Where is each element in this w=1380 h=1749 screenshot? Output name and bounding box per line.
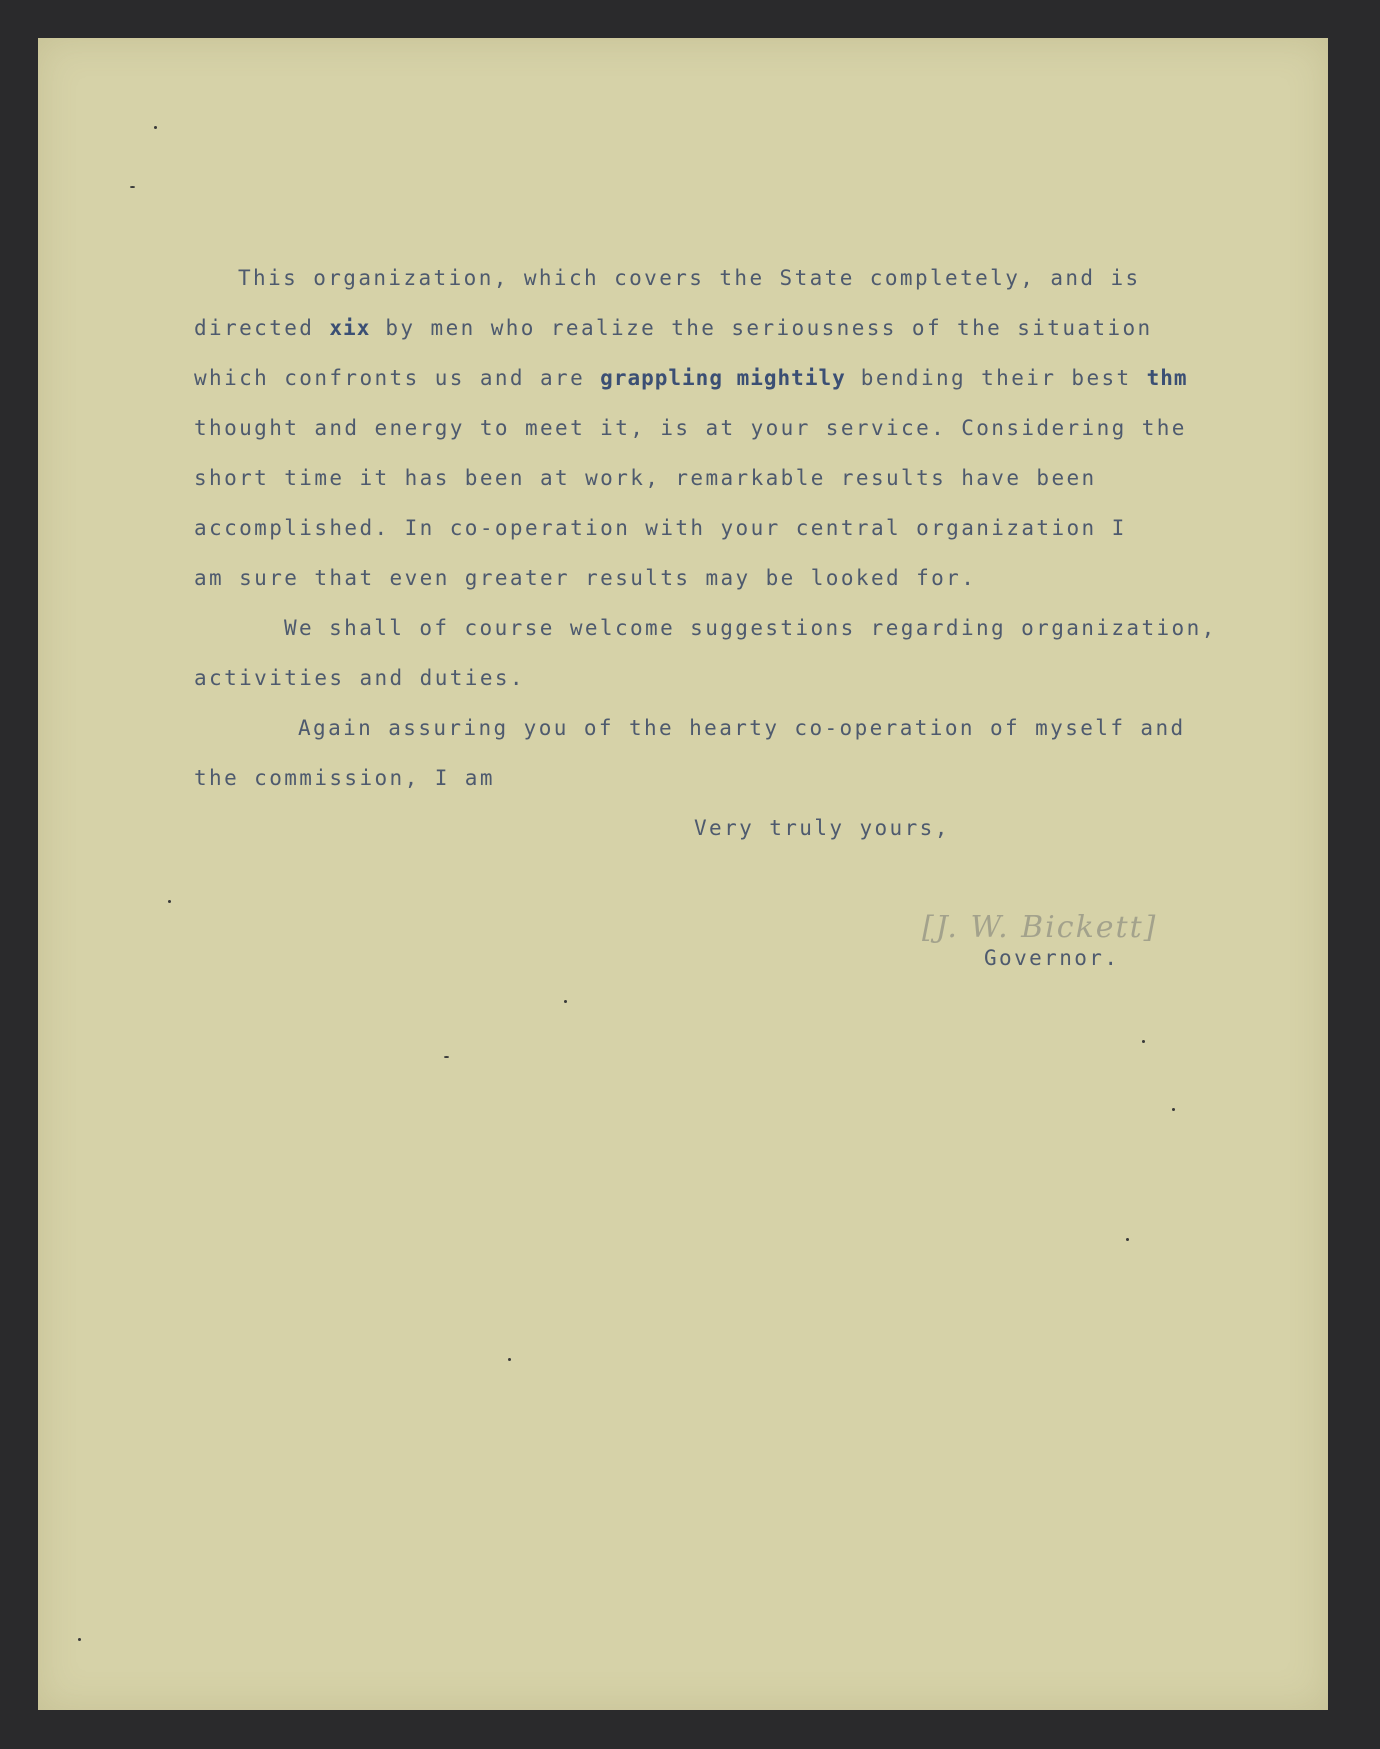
body-line-2-end: by men who realize the seriousness of the situation bbox=[385, 316, 1153, 340]
struck-out-text: thm bbox=[1146, 366, 1188, 390]
body-line-2-start: directed bbox=[194, 316, 315, 340]
body-line-2 bbox=[194, 318, 1153, 339]
paper-speck bbox=[168, 900, 171, 903]
signatory-title: Governor. bbox=[984, 946, 1120, 970]
body-line-3-start: which confronts us and are bbox=[194, 366, 586, 390]
body-line-4: thought and energy to meet it, is at your service. Considering the bbox=[194, 416, 1187, 440]
body-line-10: Again assuring you of the hearty co-operation of myself and bbox=[298, 716, 1186, 740]
paper-speck bbox=[1172, 1108, 1175, 1111]
body-line-1: This organization, which covers the State completely, and is bbox=[238, 266, 1141, 290]
struck-out-text: xix bbox=[329, 316, 371, 340]
body-line-9: activities and duties. bbox=[194, 666, 525, 690]
body-line-7: am sure that even greater results may be looked for. bbox=[194, 566, 977, 590]
closing: Very truly yours, bbox=[694, 816, 950, 840]
body-line-6: accomplished. In co-operation with your central organization I bbox=[194, 516, 1127, 540]
body-line-3 bbox=[194, 368, 1188, 389]
signature: [J. W. Bickett] bbox=[922, 910, 1158, 945]
paper-speck bbox=[1142, 1040, 1145, 1043]
struck-out-text: grappling mightily bbox=[600, 366, 846, 390]
paper-speck bbox=[564, 1000, 567, 1003]
letter-page bbox=[38, 38, 1328, 1710]
paper-speck bbox=[154, 126, 157, 129]
paper-speck bbox=[130, 186, 135, 188]
body-line-5: short time it has been at work, remarkable results have been bbox=[194, 466, 1097, 490]
paper-speck bbox=[444, 1056, 449, 1058]
paper-speck bbox=[78, 1638, 81, 1641]
paper-speck bbox=[1126, 1238, 1129, 1241]
body-line-8: We shall of course welcome suggestions regarding organization, bbox=[284, 616, 1217, 640]
paper-speck bbox=[508, 1358, 511, 1361]
body-line-11: the commission, I am bbox=[194, 766, 495, 790]
body-line-3-end: bending their best bbox=[860, 366, 1132, 390]
